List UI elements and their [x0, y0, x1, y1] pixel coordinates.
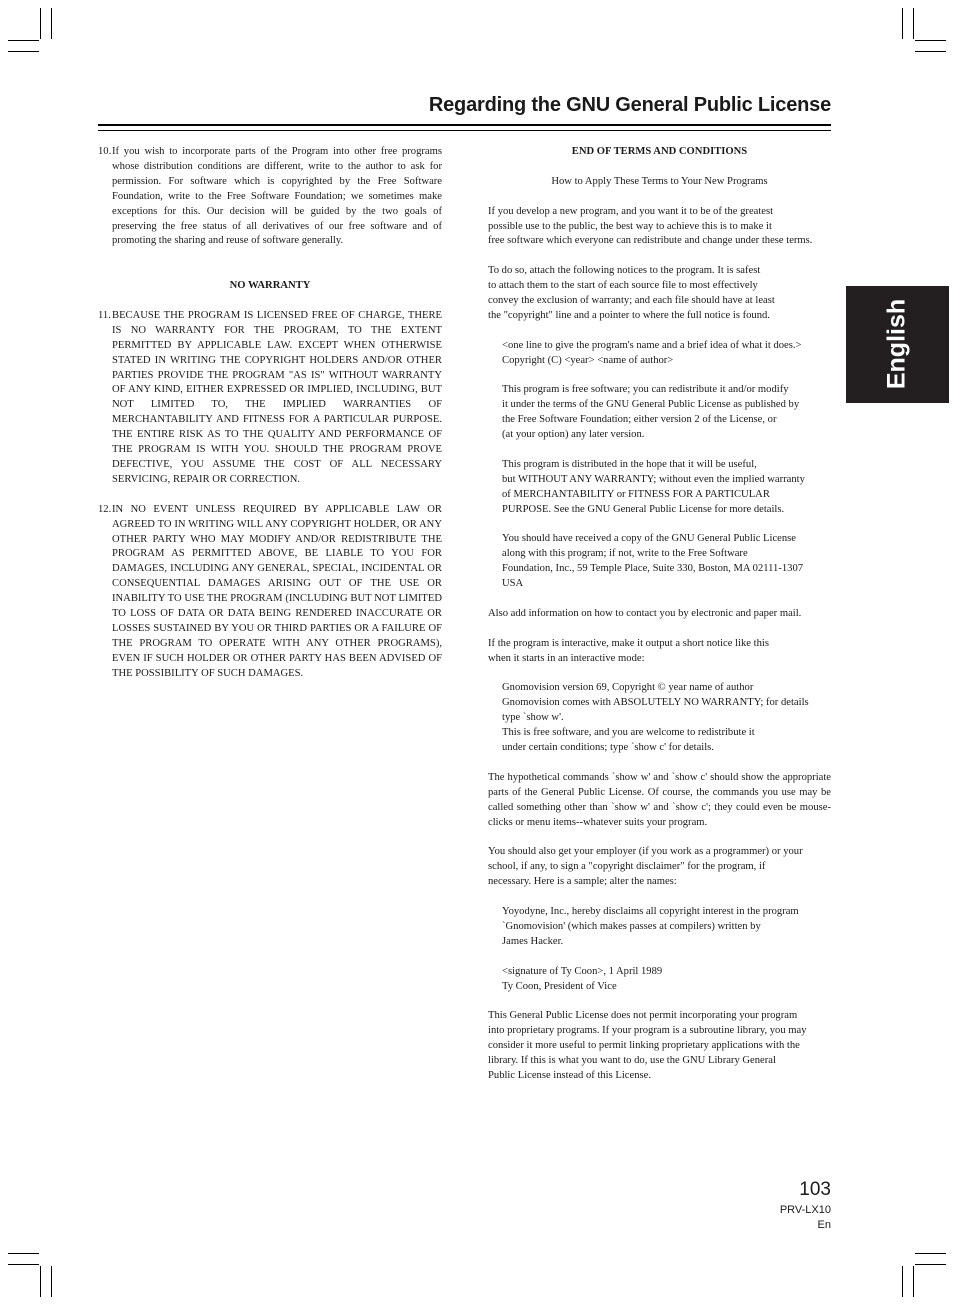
paragraph-intro: If you develop a new program, and you want it to be of the greatest possible use to the public, the best way to achieve this is to make it free software which everyone can redistribute and change under these terms.: [488, 205, 813, 247]
disclaimer-sample: Yoyodyne, Inc., hereby disclaims all copyright interest in the program `Gnomovision' (which makes passes at compilers) written by James Hacker.: [502, 906, 799, 947]
notice-no-warranty: This program is distributed in the hope that it will be useful, but WITHOUT ANY WARRANTY; without even the implied warranty of MERCHANTABILITY or FITNESS FOR A PARTICULAR PURPOSE. See the GNU General Public License for more details.: [502, 458, 805, 515]
clause-number: 10.: [98, 146, 112, 157]
clause-text: IN NO EVENT UNLESS REQUIRED BY APPLICABLE LAW OR AGREED TO IN WRITING WILL ANY COPYRIGHT HOLDER, OR ANY OTHER PARTY WHO MAY MODIFY AND/OR REDISTRIBUTE THE PROGRAM AS PERMITTED ABOVE, BE LIABLE TO YOU FOR DAMAGES, INCLUDING ANY GENERAL, SPECIAL, INCIDENTAL OR CONSEQUENTIAL DAMAGES ARISING OUT OF THE USE OR INABILITY TO USE THE PROGRAM (INCLUDING BUT NOT LIMITED TO LOSS OF DATA OR DATA BEING RENDERED INACCURATE OR LOSSES SUSTAINED BY YOU OR THIRD PARTIES OR A FAILURE OF THE PROGRAM TO OPERATE WITH ANY OTHER PROGRAMS), EVEN IF SUCH HOLDER OR OTHER PARTY HAS BEEN ADVISED OF THE POSSIBILITY OF SUCH DAMAGES.: [112, 503, 442, 679]
no-warranty-heading: NO WARRANTY: [229, 280, 311, 292]
page-title: Regarding the GNU General Public License: [428, 94, 831, 116]
notice-header: <one line to give the program's name and a brief idea of what it does.> Copyright (C) <year> <name of author>: [502, 339, 802, 366]
right-column: [488, 145, 831, 1084]
language-tab: [846, 286, 949, 403]
header-rule-thick: [98, 124, 831, 126]
model-name: PRV-LX10: [779, 1204, 831, 1216]
how-to-apply-heading: How to Apply These Terms to Your New Programs: [551, 175, 768, 187]
clause-12: [98, 503, 442, 682]
notice-copy: You should have received a copy of the GNU General Public License along with this program; if not, write to the Free Software Foundation, Inc., 59 Temple Place, Suite 330, Boston, MA 02111-1307 USA: [502, 533, 804, 590]
paragraph-attach: To do so, attach the following notices to the program. It is safest to attach them to the start of each source file to most effectively convey the exclusion of warranty; and each file should have at least the "copyright" line and a pointer to where the full notice is found.: [488, 265, 775, 321]
page-number: 103: [799, 1179, 831, 1200]
clause-number: 11.: [98, 309, 111, 321]
paragraph-employer: You should also get your employer (if you work as a programmer) or your school, if any, to sign a "copyright disclaimer" for the program, if necessary. Here is a sample; alter the names:: [488, 846, 803, 888]
language-code: En: [817, 1219, 831, 1231]
paragraph-proprietary: This General Public License does not permit incorporating your program into proprietary programs. If your program is a subroutine library, you may consider it more useful to permit linking proprietary applications with the library. If this is what you want to do, use the GNU Library General Public License instead of this License.: [488, 1010, 807, 1081]
left-column: [98, 145, 442, 682]
gnomovision-notice: Gnomovision version 69, Copyright © year name of author Gnomovision comes with ABSOLUTELY NO WARRANTY; for details type `show w'. This is free software, and you are welcome to redistribute it under certain conditions; type `show c' for details.: [502, 682, 809, 754]
model-code: [780, 1203, 831, 1233]
notice-free-software: This program is free software; you can redistribute it and/or modify it under the terms of the GNU General Public License as published by the Free Software Foundation; either version 2 of the License, or (at your option) any later version.: [502, 384, 800, 441]
paragraph-contact: Also add information on how to contact you by electronic and paper mail.: [488, 607, 802, 619]
signature-block: <signature of Ty Coon>, 1 April 1989 Ty Coon, President of Vice: [502, 965, 663, 992]
header-rule-thin: [98, 130, 831, 131]
paragraph-commands: The hypothetical commands `show w' and `show c' should show the appropriate parts of the General Public License. Of course, the commands you use may be called something other than `show w' and `show c'; they could even be mouse-clicks or menu items--whatever suits your program.: [488, 771, 831, 828]
clause-text: BECAUSE THE PROGRAM IS LICENSED FREE OF CHARGE, THERE IS NO WARRANTY FOR THE PROGRAM, TO THE EXTENT PERMITTED BY APPLICABLE LAW. EXCEPT WHEN OTHERWISE STATED IN WRITING THE COPYRIGHT HOLDERS AND/OR OTHER PARTIES PROVIDE THE PROGRAM "AS IS" WITHOUT WARRANTY OF ANY KIND, EITHER EXPRESSED OR IMPLIED, INCLUDING, BUT NOT LIMITED TO, THE IMPLIED WARRANTIES OF MERCHANTABILITY AND FITNESS FOR A PARTICULAR PURPOSE. THE ENTIRE RISK AS TO THE QUALITY AND PERFORMANCE OF THE PROGRAM IS WITH YOU. SHOULD THE PROGRAM PROVE DEFECTIVE, YOU ASSUME THE COST OF ALL NECESSARY SERVICING, REPAIR OR CORRECTION.: [112, 309, 442, 485]
paragraph-interactive: If the program is interactive, make it output a short notice like this when it starts in an interactive mode:: [488, 637, 769, 664]
clause-10: [98, 145, 442, 249]
end-of-terms-heading: END OF TERMS AND CONDITIONS: [571, 146, 748, 157]
clause-text: If you wish to incorporate parts of the Program into other free programs whose distribution conditions are different, write to the author to ask for permission. For software which is copyrighted by the Free Software Foundation, write to the Free Software Foundation; we sometimes make exceptions for this. Our decision will be guided by the two goals of preserving the free status of all derivatives of our free software and of promoting the sharing and reuse of software generally.: [112, 146, 442, 247]
clause-number: 12.: [98, 503, 112, 515]
language-tab-label: English: [882, 298, 911, 390]
clause-11: [98, 309, 442, 488]
